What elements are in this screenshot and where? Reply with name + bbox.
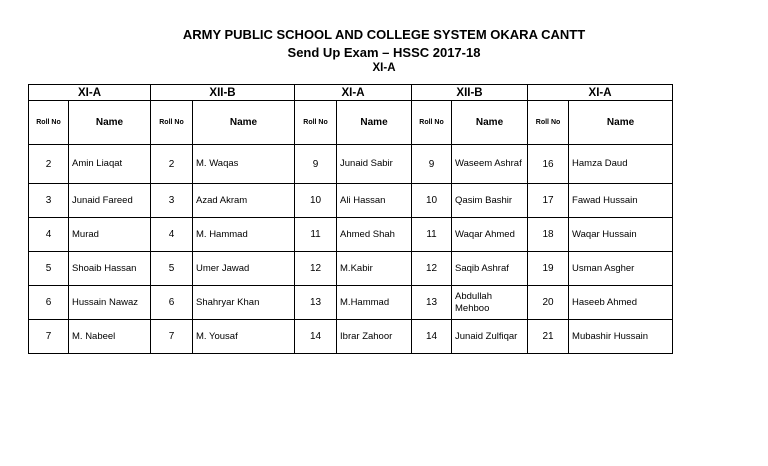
student-name-cell: M. Yousaf (193, 320, 295, 354)
roll-no-cell: 12 (295, 252, 337, 286)
roll-no-cell: 14 (412, 320, 452, 354)
roll-no-cell: 10 (412, 184, 452, 218)
student-name-cell: Usman Asgher (569, 252, 673, 286)
student-name-cell: Junaid Fareed (69, 184, 151, 218)
roll-no-cell: 6 (151, 286, 193, 320)
student-name-cell: Umer Jawad (193, 252, 295, 286)
section-header-row (29, 85, 673, 101)
roll-no-cell: 11 (412, 218, 452, 252)
student-name-cell: Shahryar Khan (193, 286, 295, 320)
student-name-cell: M. Waqas (193, 145, 295, 184)
student-name-cell: Waseem Ashraf (452, 145, 528, 184)
document-title: ARMY PUBLIC SCHOOL AND COLLEGE SYSTEM OKARA CANTT (182, 27, 586, 42)
table-body (29, 145, 673, 354)
table-row (29, 145, 673, 184)
roll-no-cell: 9 (295, 145, 337, 184)
roll-no-cell: 16 (528, 145, 569, 184)
roll-no-cell: 13 (412, 286, 452, 320)
roll-no-header: Roll No (295, 101, 337, 145)
roll-no-cell: 18 (528, 218, 569, 252)
roll-no-cell: 2 (29, 145, 69, 184)
roll-no-cell: 10 (295, 184, 337, 218)
name-header: Name (193, 101, 295, 145)
roll-no-cell: 20 (528, 286, 569, 320)
roll-no-cell: 3 (151, 184, 193, 218)
roll-no-cell: 4 (151, 218, 193, 252)
name-header: Name (69, 101, 151, 145)
roll-no-cell: 6 (29, 286, 69, 320)
table-row (29, 252, 673, 286)
roll-no-cell: 2 (151, 145, 193, 184)
student-name-cell: Hamza Daud (569, 145, 673, 184)
student-name-cell: Haseeb Ahmed (569, 286, 673, 320)
roll-no-header: Roll No (151, 101, 193, 145)
student-name-cell: Waqar Hussain (569, 218, 673, 252)
student-name-cell: Abdullah Mehboo (452, 286, 528, 320)
section-header: XII-B (412, 85, 528, 101)
roll-no-cell: 7 (151, 320, 193, 354)
name-header: Name (452, 101, 528, 145)
roll-no-cell: 3 (29, 184, 69, 218)
student-name-cell: Hussain Nawaz (69, 286, 151, 320)
student-name-cell: Junaid Sabir (337, 145, 412, 184)
roll-no-cell: 5 (29, 252, 69, 286)
roll-no-cell: 12 (412, 252, 452, 286)
name-header: Name (337, 101, 412, 145)
student-name-cell: Saqib Ashraf (452, 252, 528, 286)
column-header-row (29, 101, 673, 145)
student-name-cell: Murad (69, 218, 151, 252)
student-name-cell: Waqar Ahmed (452, 218, 528, 252)
roll-no-cell: 13 (295, 286, 337, 320)
table-row (29, 320, 673, 354)
student-name-cell: Ahmed Shah (337, 218, 412, 252)
student-name-cell: M. Nabeel (69, 320, 151, 354)
roll-no-cell: 5 (151, 252, 193, 286)
student-name-cell: Azad Akram (193, 184, 295, 218)
roll-no-cell: 19 (528, 252, 569, 286)
roll-no-header: Roll No (412, 101, 452, 145)
student-name-cell: M. Hammad (193, 218, 295, 252)
document-subtitle: Send Up Exam – HSSC 2017-18 (287, 45, 481, 60)
student-name-cell: M.Hammad (337, 286, 412, 320)
section-header: XI-A (29, 85, 151, 101)
student-name-cell: Shoaib Hassan (69, 252, 151, 286)
roll-no-cell: 17 (528, 184, 569, 218)
student-name-cell: Fawad Hussain (569, 184, 673, 218)
section-header: XI-A (295, 85, 412, 101)
name-header: Name (569, 101, 673, 145)
section-header: XI-A (528, 85, 673, 101)
roll-no-cell: 14 (295, 320, 337, 354)
roll-no-cell: 11 (295, 218, 337, 252)
table-row (29, 184, 673, 218)
student-name-cell: Junaid Zulfiqar (452, 320, 528, 354)
student-name-cell: M.Kabir (337, 252, 412, 286)
student-name-cell: Mubashir Hussain (569, 320, 673, 354)
table-row (29, 218, 673, 252)
student-name-cell: Ali Hassan (337, 184, 412, 218)
student-name-cell: Amin Liaqat (69, 145, 151, 184)
section-header: XII-B (151, 85, 295, 101)
roll-no-cell: 7 (29, 320, 69, 354)
roll-no-header: Roll No (29, 101, 69, 145)
roll-no-cell: 4 (29, 218, 69, 252)
student-name-cell: Ibrar Zahoor (337, 320, 412, 354)
class-label: XI-A (372, 62, 396, 74)
roll-no-cell: 21 (528, 320, 569, 354)
student-name-cell: Qasim Bashir (452, 184, 528, 218)
table-row (29, 286, 673, 320)
roll-number-table (28, 84, 673, 354)
roll-no-header: Roll No (528, 101, 569, 145)
roll-no-cell: 9 (412, 145, 452, 184)
